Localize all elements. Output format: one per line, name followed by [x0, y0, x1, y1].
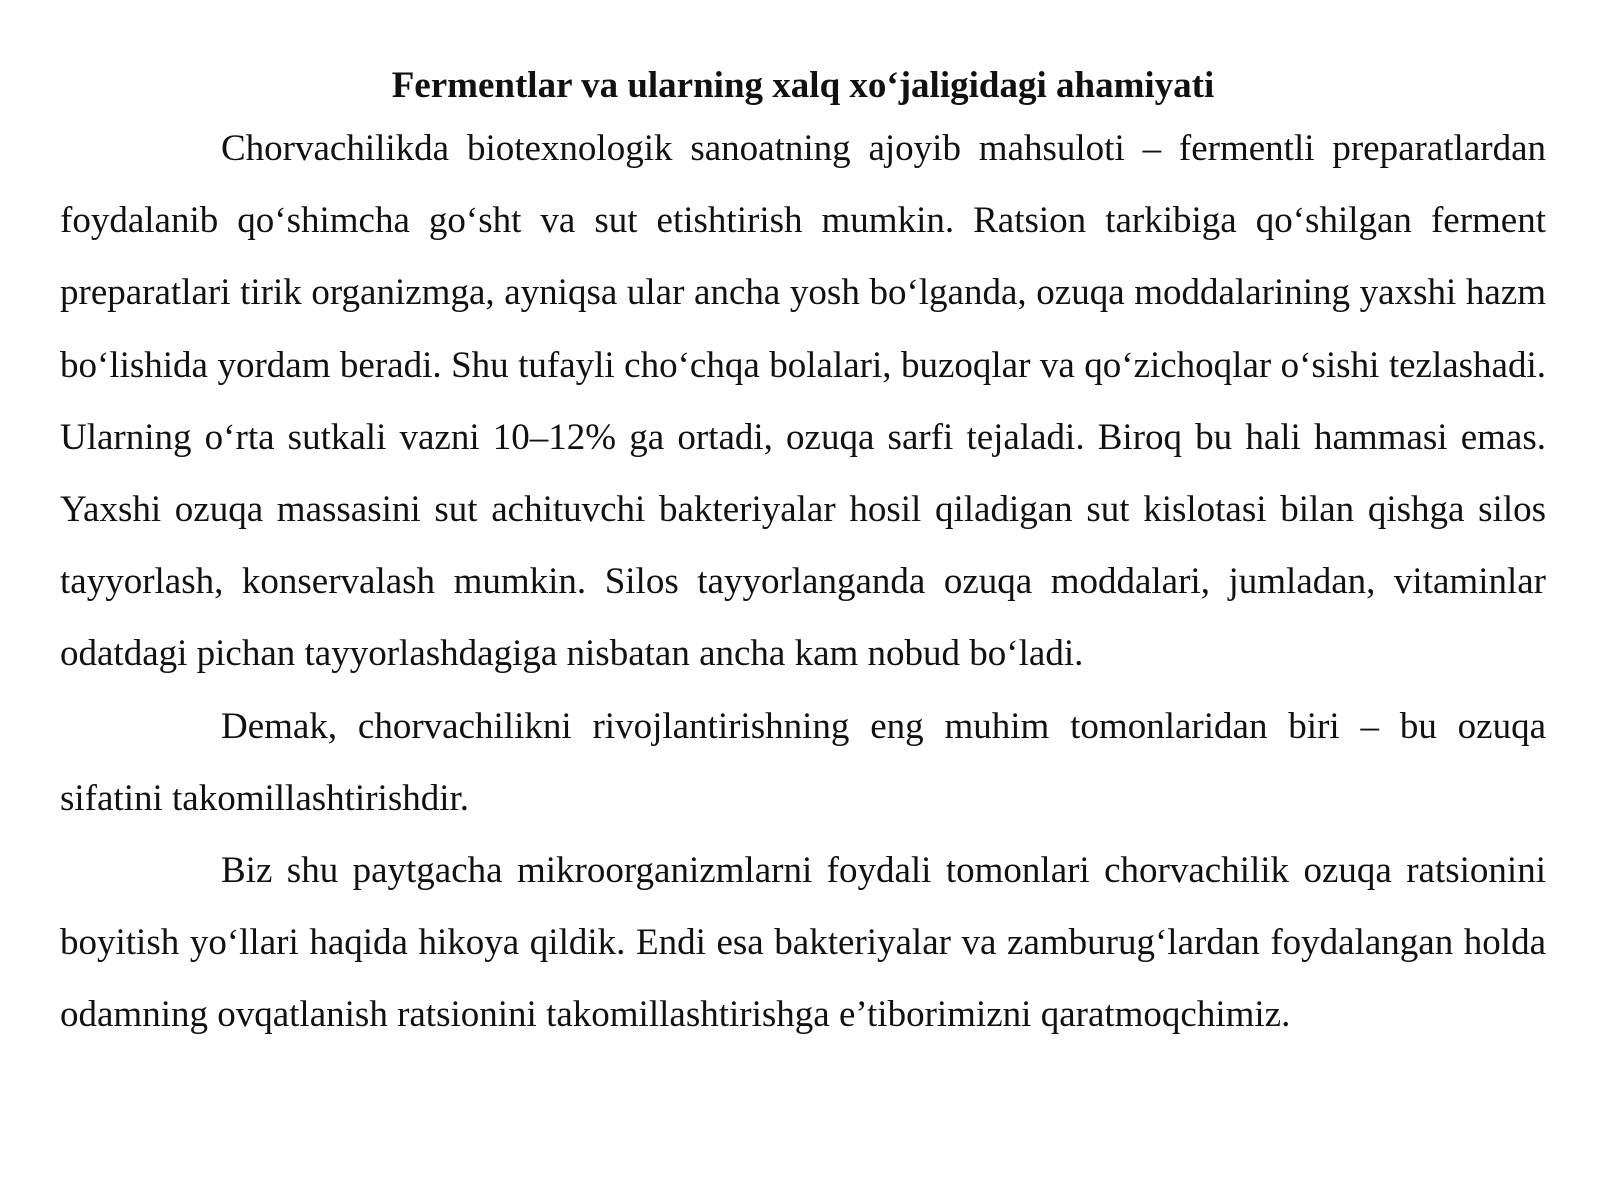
paragraph-feed-quality: Demak, chorvachilikni rivojlantirishning eng muhim tomonlaridan biri – bu ozuqa sifatini takomillashtirishdir.	[60, 705, 1546, 819]
paragraph-livestock-enzymes: Chorvachilikda biotexnologik sanoatning ajoyib mahsuloti – fermentli preparatlardan foydalanib qo‘shimcha go‘sht va sut etishtirish mumkin. Ratsion tarkibiga qo‘shilgan ferment preparatlari tirik organizmga, ayniqsa ular ancha yosh bo‘lganda, ozuqa moddalarining yaxshi hazm bo‘lishida yordam beradi. Shu tufayli cho‘chqa bolalari, buzoqlar va qo‘zichoqlar o‘sishi tezlashadi. Ularning o‘rta sutkali vazni 10–12% ga ortadi, ozuqa sarfi tejaladi. Biroq bu hali hammasi emas. Yaxshi ozuqa massasini sut achituvchi bakteriyalar hosil qiladigan sut kislotasi bilan qishga silos tayyorlash, konservalash mumkin. Silos tayyorlanganda ozuqa moddalari, jumladan, vitaminlar odatdagi pichan tayyorlashdagiga nisbatan ancha kam nobud bo‘ladi.	[60, 128, 1546, 675]
document-title: Fermentlar va ularning xalq xo‘jaligidagi ahamiyati	[391, 65, 1215, 106]
paragraph-human-nutrition: Biz shu paytgacha mikroorganizmlarni foydali tomonlari chorvachilik ozuqa ratsionini boyitish yo‘llari haqida hikoya qildik. Endi esa bakteriyalar va zamburug‘lardan foydalangan holda odamning ovqatlanish ratsionini takomillashtirishga e’tiborimizni qaratmoqchimiz.	[60, 850, 1546, 1036]
document-page	[60, 58, 1546, 1052]
